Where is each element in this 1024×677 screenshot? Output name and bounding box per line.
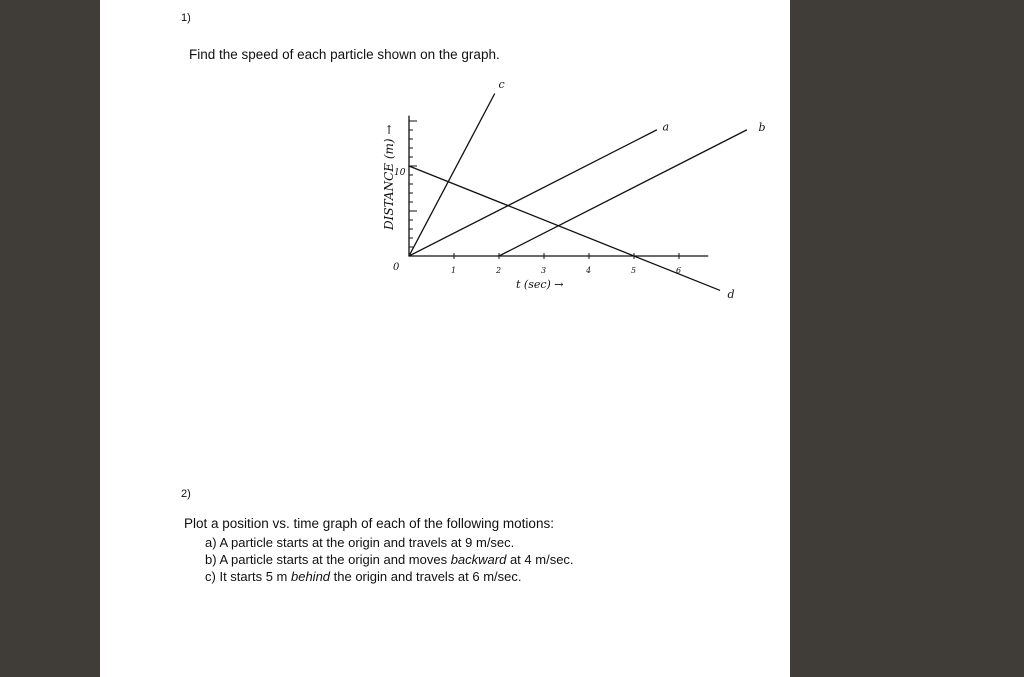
item-text: A particle starts at the origin and moves: [219, 552, 451, 567]
particle-line-b: [499, 130, 747, 256]
line-label-c: c: [498, 78, 505, 91]
item-text-end: at 4 m/sec.: [506, 552, 574, 567]
x-tick-label-5: 5: [631, 266, 637, 275]
origin-label: 0: [393, 262, 400, 273]
motion-item-a: [205, 534, 574, 551]
y-tick-label-10: 10: [394, 168, 406, 178]
x-tick-label-2: 2: [496, 266, 502, 275]
motion-item-b: [205, 551, 574, 568]
question-1-heading: Find the speed of each particle shown on the graph.: [189, 47, 500, 62]
graph-axes: [409, 116, 708, 256]
item-text-end: the origin and travels at 6 m/sec.: [330, 569, 522, 584]
x-tick-label-1: 1: [451, 266, 457, 275]
x-tick-label-6: 6: [676, 266, 682, 275]
y-axis-label: DISTANCE (m) →: [382, 124, 396, 230]
item-text: A particle starts at the origin and travels at 9 m/sec.: [219, 535, 515, 550]
line-label-a: a: [662, 120, 670, 134]
x-tick-label-3: 3: [541, 266, 547, 275]
item-text: It starts 5 m: [219, 569, 291, 584]
x-axis-label: t (sec) →: [516, 278, 564, 291]
distance-time-graph: [270, 78, 766, 310]
particle-line-a: [409, 130, 657, 256]
line-label-b: b: [758, 120, 766, 134]
graph-lines: [409, 94, 747, 290]
question-1-number: 1): [181, 12, 191, 24]
particle-line-c: [409, 94, 495, 256]
item-letter: a): [205, 535, 217, 550]
item-emphasis: backward: [450, 552, 507, 567]
x-tick-label-4: 4: [586, 266, 592, 275]
question-2-intro: Plot a position vs. time graph of each of the following motions:: [184, 516, 554, 531]
graph-ticks: [409, 121, 679, 259]
item-emphasis: behind: [290, 569, 331, 584]
item-letter: c): [205, 569, 216, 584]
document-page: [100, 0, 790, 677]
question-2-number: 2): [181, 488, 191, 500]
line-label-d: d: [727, 288, 735, 302]
motion-item-c: [205, 568, 574, 585]
motion-list: [205, 534, 574, 585]
item-letter: b): [205, 552, 217, 567]
